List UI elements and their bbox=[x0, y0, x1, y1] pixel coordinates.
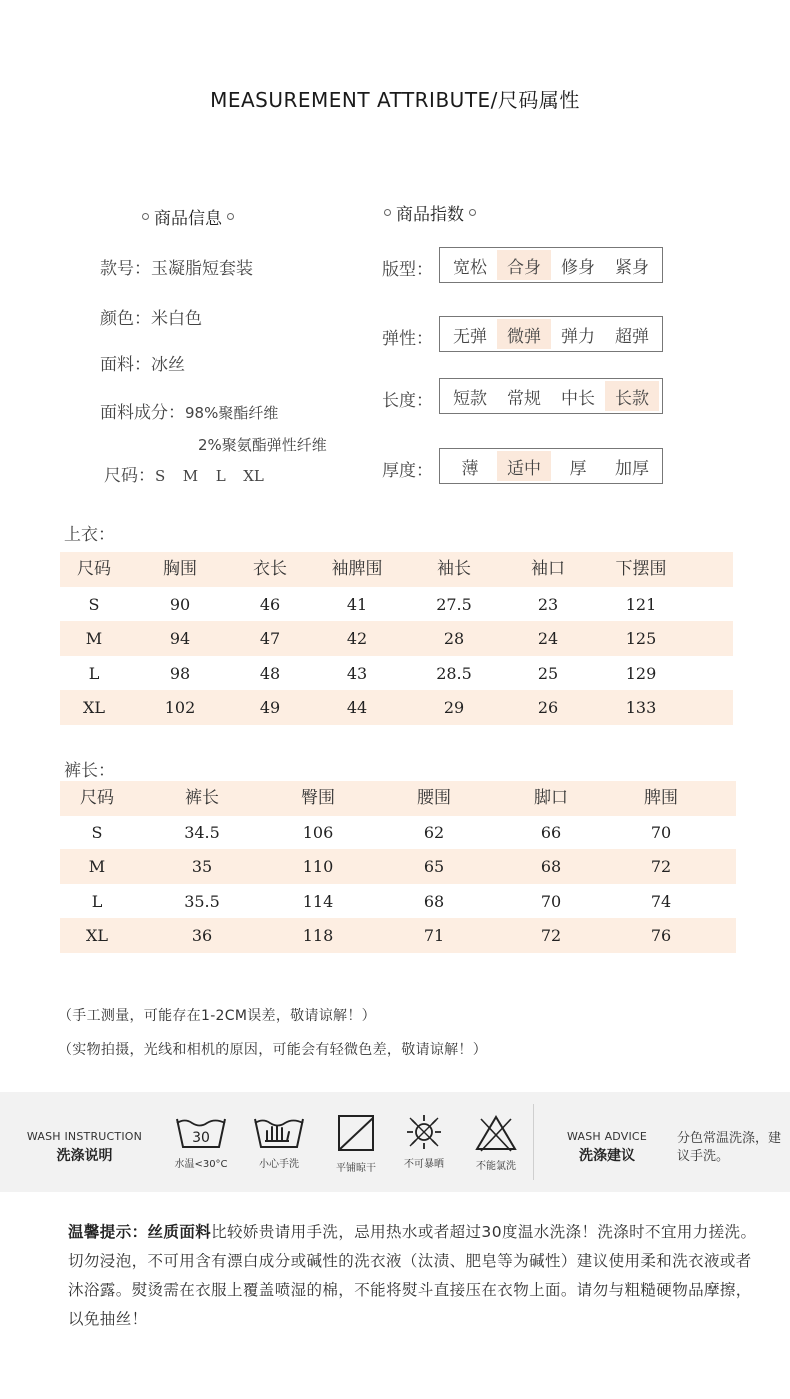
table-cell: 133 bbox=[625, 698, 657, 717]
care-tips-title: 温馨提示： bbox=[68, 1223, 148, 1241]
no-sun-icon bbox=[402, 1113, 446, 1151]
table-cell: 27.5 bbox=[436, 595, 472, 614]
table-row bbox=[60, 587, 733, 622]
info-size-label: 尺码： bbox=[104, 466, 155, 486]
wash-advice-text: 分色常温洗涤，建议手洗。 bbox=[677, 1131, 782, 1164]
no-sun-caption: 不可暴晒 bbox=[404, 1159, 444, 1170]
table-cell: 62 bbox=[423, 823, 445, 842]
table-cell: 43 bbox=[346, 664, 368, 683]
table-cell: L bbox=[88, 664, 100, 683]
length-option: 长款 bbox=[605, 381, 659, 411]
table-row bbox=[60, 621, 733, 656]
wash-instruction-title bbox=[22, 1130, 147, 1165]
care-tips bbox=[68, 1218, 758, 1334]
table-cell: 46 bbox=[259, 595, 281, 614]
elasticity-option: 超弹 bbox=[615, 326, 649, 347]
table-cell: 76 bbox=[650, 926, 672, 945]
table-cell: S bbox=[91, 823, 103, 842]
no-sun-icon-block bbox=[394, 1113, 454, 1170]
wash-advice-en: WASH ADVICE bbox=[567, 1130, 647, 1143]
table-cell: 121 bbox=[625, 595, 657, 614]
wash-instruction-en: WASH INSTRUCTION bbox=[26, 1130, 143, 1143]
table-cell: 102 bbox=[164, 698, 196, 717]
care-tips-highlight: 丝质面料 bbox=[147, 1223, 212, 1241]
table-cell: 72 bbox=[540, 926, 562, 945]
thickness-option: 厚 bbox=[569, 458, 587, 479]
wash-30-icon-block bbox=[171, 1113, 231, 1170]
info-style-label: 款号： bbox=[100, 259, 151, 279]
table-header-row bbox=[60, 781, 736, 816]
table-cell: 28.5 bbox=[436, 664, 472, 683]
bullet-dot-icon bbox=[227, 213, 234, 220]
length-option: 短款 bbox=[453, 388, 487, 409]
info-color-row bbox=[100, 304, 202, 329]
table-cell: 114 bbox=[302, 892, 334, 911]
elasticity-option: 无弹 bbox=[453, 326, 487, 347]
info-composition-row bbox=[100, 398, 278, 423]
wash-30-icon bbox=[173, 1113, 229, 1151]
table-cell: 23 bbox=[537, 595, 559, 614]
table-cell: 35 bbox=[191, 857, 213, 876]
table-cell: 25 bbox=[537, 664, 559, 683]
table-header-cell: 袖口 bbox=[531, 559, 565, 579]
table-row bbox=[60, 815, 736, 850]
fit-option: 紧身 bbox=[615, 257, 649, 278]
top-table-caption: 上衣： bbox=[64, 525, 115, 545]
hand-wash-icon bbox=[251, 1113, 307, 1151]
product-info-heading bbox=[142, 204, 234, 229]
table-cell: 28 bbox=[443, 629, 465, 648]
wash-30-caption: 水温<30°C bbox=[174, 1159, 228, 1170]
fit-option: 宽松 bbox=[453, 257, 487, 278]
measurement-note: （手工测量，可能存在1-2CM误差，敬请谅解！） bbox=[58, 1008, 376, 1024]
hand-wash-icon-block bbox=[249, 1113, 309, 1170]
info-style-row bbox=[100, 254, 253, 279]
wash-instruction-cn: 洗涤说明 bbox=[56, 1148, 113, 1164]
flat-dry-icon-block bbox=[326, 1113, 386, 1174]
no-bleach-icon-block bbox=[466, 1113, 526, 1172]
table-cell: 68 bbox=[423, 892, 445, 911]
table-cell: M bbox=[85, 629, 103, 648]
table-cell: 118 bbox=[302, 926, 334, 945]
table-cell: 70 bbox=[650, 823, 672, 842]
table-header-cell: 臀围 bbox=[301, 788, 335, 808]
info-style-value: 玉凝脂短套装 bbox=[151, 259, 253, 279]
table-cell: 68 bbox=[540, 857, 562, 876]
elasticity-option: 弹力 bbox=[561, 326, 595, 347]
product-info-heading-text: 商品信息 bbox=[154, 209, 222, 229]
product-index-heading bbox=[384, 200, 476, 225]
thickness-option: 加厚 bbox=[615, 458, 649, 479]
color-note: （实物拍摄，光线和相机的原因，可能会有轻微色差，敬请谅解！） bbox=[58, 1042, 487, 1058]
table-cell: XL bbox=[85, 926, 109, 945]
table-cell: 48 bbox=[259, 664, 281, 683]
flat-dry-icon bbox=[334, 1113, 378, 1155]
table-cell: 125 bbox=[625, 629, 657, 648]
hand-wash-caption: 小心手洗 bbox=[259, 1159, 299, 1170]
table-cell: 34.5 bbox=[184, 823, 220, 842]
thickness-option: 适中 bbox=[497, 451, 551, 481]
table-cell: 42 bbox=[346, 629, 368, 648]
table-row bbox=[60, 656, 733, 691]
table-cell: 106 bbox=[302, 823, 334, 842]
page-title: MEASUREMENT ATTRIBUTE/尺码属性 bbox=[210, 88, 580, 112]
table-cell: 65 bbox=[423, 857, 445, 876]
table-header-cell: 下摆围 bbox=[615, 559, 667, 579]
table-cell: 98 bbox=[169, 664, 191, 683]
table-cell: 66 bbox=[540, 823, 562, 842]
elasticity-option: 微弹 bbox=[497, 319, 551, 349]
table-cell: 24 bbox=[537, 629, 559, 648]
table-cell: 90 bbox=[169, 595, 191, 614]
table-cell: 26 bbox=[537, 698, 559, 717]
info-composition-line1: 98%聚酯纤维 bbox=[185, 404, 279, 422]
table-cell: 49 bbox=[259, 698, 281, 717]
info-size-value: S M L XL bbox=[155, 467, 264, 485]
thickness-label: 厚度： bbox=[382, 461, 433, 481]
table-cell: 41 bbox=[346, 595, 368, 614]
pants-table-caption: 裤长： bbox=[64, 761, 115, 781]
table-row bbox=[60, 690, 733, 725]
table-cell: XL bbox=[82, 698, 106, 717]
table-header-cell: 脚口 bbox=[534, 788, 568, 808]
no-bleach-caption: 不能氯洗 bbox=[476, 1161, 516, 1172]
fit-option: 合身 bbox=[497, 250, 551, 280]
info-size-row bbox=[104, 461, 264, 486]
bullet-dot-icon bbox=[384, 209, 391, 216]
info-fabric-row bbox=[100, 350, 185, 375]
table-cell: M bbox=[88, 857, 106, 876]
table-header-cell: 衣长 bbox=[253, 559, 287, 579]
length-option: 中长 bbox=[561, 388, 595, 409]
length-index-box bbox=[439, 378, 663, 414]
table-header-cell: 尺码 bbox=[80, 788, 114, 808]
thickness-option: 薄 bbox=[461, 458, 479, 479]
table-row bbox=[60, 849, 736, 884]
info-composition-line2: 2%聚氨酯弹性纤维 bbox=[198, 436, 327, 454]
fit-label: 版型： bbox=[382, 260, 433, 280]
table-cell: 110 bbox=[302, 857, 334, 876]
table-cell: S bbox=[88, 595, 100, 614]
info-color-label: 颜色： bbox=[100, 309, 151, 329]
care-tips-body: 比较娇贵请用手洗，忌用热水或者超过30度温水洗涤！洗涤时不宜用力搓洗。切勿浸泡，不可用含有漂白成分或碱性的洗衣液（汰渍、肥皂等为碱性）建议使用柔和洗衣液或者沐浴露。熨烫需在衣服上覆盖喷湿的棉，不能将熨斗直接压在衣物上面。请勿与粗糙硬物品摩擦，以免抽丝！ bbox=[68, 1223, 757, 1328]
fit-option: 修身 bbox=[561, 257, 595, 278]
table-cell: 36 bbox=[191, 926, 213, 945]
table-cell: 70 bbox=[540, 892, 562, 911]
table-header-cell: 袖脾围 bbox=[331, 559, 383, 579]
thickness-index-box bbox=[439, 448, 663, 484]
table-cell: 72 bbox=[650, 857, 672, 876]
wash-divider bbox=[533, 1104, 534, 1180]
table-row bbox=[60, 884, 736, 919]
length-label: 长度： bbox=[382, 391, 433, 411]
table-cell: L bbox=[91, 892, 103, 911]
product-index-heading-text: 商品指数 bbox=[396, 205, 464, 225]
table-header-cell: 裤长 bbox=[185, 788, 219, 808]
table-cell: 74 bbox=[650, 892, 672, 911]
table-row bbox=[60, 918, 736, 953]
table-cell: 47 bbox=[259, 629, 281, 648]
table-cell: 94 bbox=[169, 629, 191, 648]
elasticity-label: 弹性： bbox=[382, 329, 433, 349]
wash-temp-number: 30 bbox=[192, 1130, 210, 1146]
table-header-cell: 脾围 bbox=[644, 788, 678, 808]
wash-advice-cn: 洗涤建议 bbox=[579, 1148, 635, 1164]
info-fabric-value: 冰丝 bbox=[151, 355, 185, 375]
table-cell: 35.5 bbox=[184, 892, 220, 911]
table-header-row bbox=[60, 552, 733, 587]
table-header-cell: 胸围 bbox=[163, 559, 197, 579]
table-header-cell: 尺码 bbox=[77, 559, 111, 579]
table-cell: 71 bbox=[423, 926, 445, 945]
table-header-cell: 袖长 bbox=[437, 559, 471, 579]
fit-index-box bbox=[439, 247, 663, 283]
length-option: 常规 bbox=[507, 388, 541, 409]
bullet-dot-icon bbox=[469, 209, 476, 216]
table-cell: 44 bbox=[346, 698, 368, 717]
elasticity-index-box bbox=[439, 316, 663, 352]
table-header-cell: 腰围 bbox=[417, 788, 451, 808]
bullet-dot-icon bbox=[142, 213, 149, 220]
no-bleach-icon bbox=[473, 1113, 519, 1153]
flat-dry-caption: 平铺晾干 bbox=[336, 1163, 376, 1174]
table-cell: 29 bbox=[443, 698, 465, 717]
info-composition-label: 面料成分： bbox=[100, 403, 185, 423]
info-color-value: 米白色 bbox=[151, 309, 202, 329]
wash-advice-title bbox=[552, 1130, 662, 1165]
info-fabric-label: 面料： bbox=[100, 355, 151, 375]
table-cell: 129 bbox=[625, 664, 657, 683]
